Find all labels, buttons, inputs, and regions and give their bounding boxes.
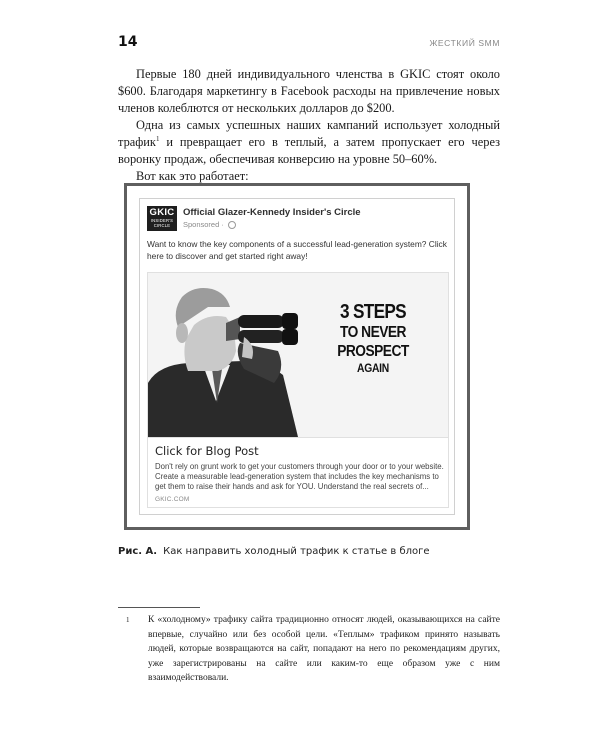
link-description: Don't rely on grunt work to get your customers through your door or to your website. Create a measurable lead-generation system that includes the key mechanisms to get them to raise their hands and ask for YOU. Understand the real secrets of... [155, 462, 444, 492]
advertiser-logo[interactable] [147, 206, 177, 231]
logo-sub-text-2: CIRCLE [153, 223, 171, 228]
caption-label: Рис. А. [118, 546, 158, 557]
footnote-text: К «холодному» трафику сайта традиционно относят людей, оказывающихся на сайте впервые, случайно или без особой цели. «Теплым» трафиком принято называть людей, которые возвращаются на сайт, попадают на него по рекомендациям других, уже зарегистрированы на сайте или каким-то еще образом уже с ним взаимодействовали. [148, 615, 500, 683]
footnote-reference[interactable]: 1 [155, 134, 160, 143]
headline-line-2: TO NEVER PROSPECT [337, 324, 409, 360]
advertiser-name[interactable]: Official Glazer-Kennedy Insider's Circle [183, 207, 361, 218]
headline-line-1: 3 STEPS [340, 301, 406, 323]
sponsored-label [183, 220, 236, 229]
facebook-ad-card [139, 198, 455, 515]
ad-link-preview[interactable] [147, 438, 449, 508]
link-domain: GKIC.COM [155, 496, 190, 503]
page-number: 14 [118, 34, 138, 50]
ad-copy: Want to know the key components of a successful lead-generation system? Click here to discover and get started right away! [147, 239, 447, 261]
globe-icon [228, 221, 236, 229]
logo-sub-text-1: INSIDER'S [150, 218, 174, 223]
ad-image-headline [298, 301, 448, 375]
paragraph-2 [118, 117, 500, 168]
caption-text: Как направить холодный трафик к статье в блоге [163, 546, 430, 557]
footnote [118, 613, 500, 686]
ad-image[interactable] [147, 272, 449, 438]
logo-main-text: GKIC [149, 207, 175, 218]
body-text [118, 66, 500, 185]
link-title[interactable]: Click for Blog Post [155, 444, 259, 458]
paragraph-2-part-1: Одна из самых успешных наших кампаний использует холодный трафик [118, 118, 500, 149]
paragraph-3: Вот как это работает: [136, 169, 249, 183]
footnote-divider [118, 607, 200, 608]
sponsored-text: Sponsored · [183, 220, 226, 229]
paragraph-2-part-2: и превращает его в теплый, а затем пропускает его через воронку продаж, обеспечивая конверсию на уровне 50–60%. [118, 135, 500, 166]
running-head: ЖЕСТКИЙ SMM [429, 38, 500, 48]
figure-frame [124, 183, 470, 530]
footnote-marker: 1 [126, 616, 130, 624]
headline-line-3: AGAIN [357, 361, 389, 375]
figure-caption [118, 546, 430, 557]
paragraph-1: Первые 180 дней индивидуального членства в GKIC стоят около $600. Благодаря маркетингу в Facebook расходы на привлечение новых членов колеблются от нескольких долларов до $200. [118, 67, 500, 115]
